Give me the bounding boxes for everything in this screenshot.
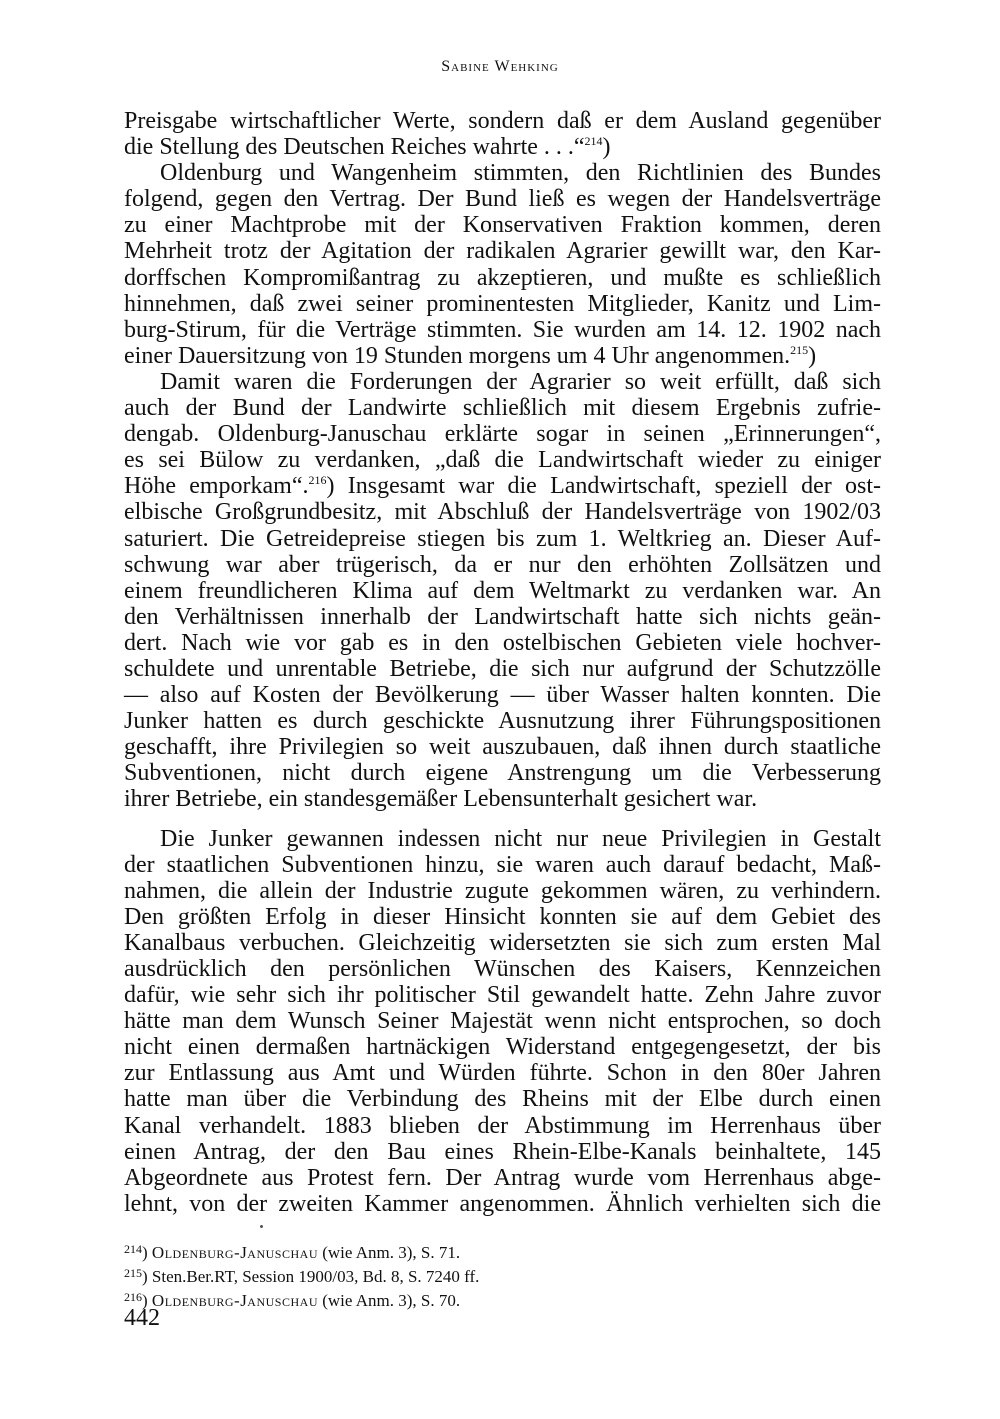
text-line: Den größten Erfolg in dieser Hinsicht konnten sie auf dem Gebiet des (124, 903, 881, 930)
footnote-entry: $^{216}$) Oldenburg-Januschau (wie Anm. 3), S. 70. (124, 1290, 461, 1310)
text-line: — also auf Kosten der Bevölkerung — über Wasser halten konnten. Die (124, 682, 881, 709)
text-line: burg-Stirum, für die Verträge stimmten. Sie wurden am 14. 12. 1902 nach (124, 316, 881, 343)
body-text (124, 108, 881, 1217)
footnote-text: Sten.Ber.RT, Session 1900/03, Bd. 8, S. 7240 ff. (151, 1267, 480, 1286)
footnote-number: 215 (124, 1266, 142, 1280)
footnote-author: Oldenburg-Januschau (151, 1291, 318, 1310)
text-line: Kanalbaus verbuchen. Gleichzeitig widersetzten sie sich zum ersten Mal (124, 929, 881, 956)
text-line: ausdrücklich den persönlichen Wünschen des Kaisers, Kennzeichen (124, 956, 881, 982)
footnote-entry: $^{214}$) Oldenburg-Januschau (wie Anm. 3), S. 71. (124, 1242, 461, 1262)
text-line: auch der Bund der Landwirte schließlich mit diesem Ergebnis zufrie- (124, 395, 881, 422)
text-line: lehnt, von der zweiten Kammer angenommen. Ähnlich verhielten sich die (124, 1190, 881, 1217)
footnote-number: 214 (124, 1242, 142, 1256)
text-line: einem freundlicheren Klima auf dem Weltmarkt zu verdanken war. An (124, 577, 881, 604)
text-line: dorffschen Kompromißantrag zu akzeptieren, und mußte es schließlich (124, 264, 881, 291)
text-line: Subventionen, nicht durch eigene Anstrengung um die Verbesserung (124, 760, 881, 787)
footnote-text: (wie Anm. 3), S. 71. (317, 1243, 461, 1262)
text-line: hätte man dem Wunsch Seiner Majestät wenn nicht entsprochen, so doch (124, 1008, 881, 1035)
text-line: dafür, wie sehr sich ihr politischer Stil gewandelt hatte. Zehn Jahre zuvor (124, 982, 881, 1009)
text-line: hatte man über die Verbindung des Rheins mit der Elbe durch einen (124, 1086, 881, 1113)
text-line: einer Dauersitzung von 19 Stunden morgens um 4 Uhr angenommen.$^{215}$) (124, 342, 817, 369)
text-line: Kanal verhandelt. 1883 blieben der Abstimmung im Herrenhaus über (124, 1112, 881, 1139)
text-line: nahmen, die allein der Industrie zugute gekommen wären, zu verhindern. (124, 877, 881, 904)
text-line: elbische Großgrundbesitz, mit Abschluß der Handelsverträge von 1902/03 (124, 499, 881, 526)
text-line: der staatlichen Subventionen hinzu, sie waren auch darauf bedacht, Maß- (124, 851, 881, 878)
text-line: schuldete und unrentable Betriebe, die sich nur aufgrund der Schutzzölle (124, 655, 881, 682)
text-line: es sei Bülow zu verdanken, „daß die Landwirtschaft wieder zu einiger (124, 447, 881, 474)
footnote-number: 216 (124, 1290, 142, 1304)
text-line: Preisgabe wirtschaftlicher Werte, sondern daß er dem Ausland gegenüber (124, 108, 881, 134)
running-head: Sabine Wehking (441, 58, 559, 75)
text-line: Damit waren die Forderungen der Agrarier so weit erfüllt, daß sich (160, 368, 881, 395)
text-line: Abgeordnete aus Protest fern. Der Antrag wurde vom Herrenhaus abge- (124, 1164, 881, 1191)
page-number: 442 (124, 1305, 160, 1331)
text-line: zur Entlassung aus Amt und Würden führte. Schon in den 80er Jahren (124, 1060, 881, 1087)
footnote-reference[interactable]: 214 (584, 134, 603, 149)
footnote-entry: $^{215}$) Sten.Ber.RT, Session 1900/03, Bd. 8, S. 7240 ff. (124, 1266, 480, 1286)
text-line: schwung war aber trügerisch, da er nur den erhöhten Zollsätzen und (124, 551, 881, 578)
text-line: nicht einen dermaßen hartnäckigen Widerstand entgegengesetzt, der bis (124, 1034, 881, 1061)
footnote-reference[interactable]: 216 (308, 473, 327, 488)
text-line: dert. Nach wie vor gab es in den ostelbischen Gebieten viele hochver- (124, 629, 881, 656)
footnote-reference[interactable]: 215 (790, 342, 809, 357)
text-line: Die Junker gewannen indessen nicht nur neue Privilegien in Gestalt (160, 825, 881, 852)
text-line: Mehrheit trotz der Agitation der radikalen Agrarier gewillt war, den Kar- (124, 238, 881, 265)
footnotes (124, 1237, 881, 1309)
text-line: Oldenburg und Wangenheim stimmten, den Richtlinien des Bundes (160, 160, 881, 187)
text-line: die Stellung des Deutschen Reiches wahrte . . .“$^{214}$) (124, 134, 611, 161)
text-line: saturiert. Die Getreidepreise stiegen bis zum 1. Weltkrieg an. Dieser Auf- (124, 525, 881, 552)
text-line: zu einer Machtprobe mit der Konservativen Fraktion kommen, deren (124, 212, 881, 239)
text-line: geschafft, ihre Privilegien so weit auszubauen, daß ihnen durch staatliche (124, 734, 881, 761)
footnote-author: Oldenburg-Januschau (151, 1243, 318, 1262)
text-line: ihrer Betriebe, ein standesgemäßer Lebensunterhalt gesichert war. (124, 786, 758, 813)
text-line: Junker hatten es durch geschickte Ausnutzung ihrer Führungspositionen (124, 708, 881, 735)
text-line: Höhe emporkam“.$^{216}$) Insgesamt war die Landwirtschaft, speziell der ost- (124, 473, 881, 500)
text-line: den Verhältnissen innerhalb der Landwirtschaft hatte sich nichts geän- (124, 603, 881, 630)
print-speck (260, 1225, 263, 1228)
text-line: hinnehmen, daß zwei seiner prominentesten Mitglieder, Kanitz und Lim- (124, 290, 881, 317)
text-line: einen Antrag, der den Bau eines Rhein-Elbe-Kanals beinhaltete, 145 (124, 1138, 881, 1165)
text-line: dengab. Oldenburg-Januschau erklärte sogar in seinen „Erinnerungen“, (124, 421, 881, 448)
text-line: folgend, gegen den Vertrag. Der Bund ließ es wegen der Handelsverträge (124, 186, 881, 213)
paragraph-gap (124, 813, 881, 826)
footnote-text: (wie Anm. 3), S. 70. (317, 1291, 461, 1310)
